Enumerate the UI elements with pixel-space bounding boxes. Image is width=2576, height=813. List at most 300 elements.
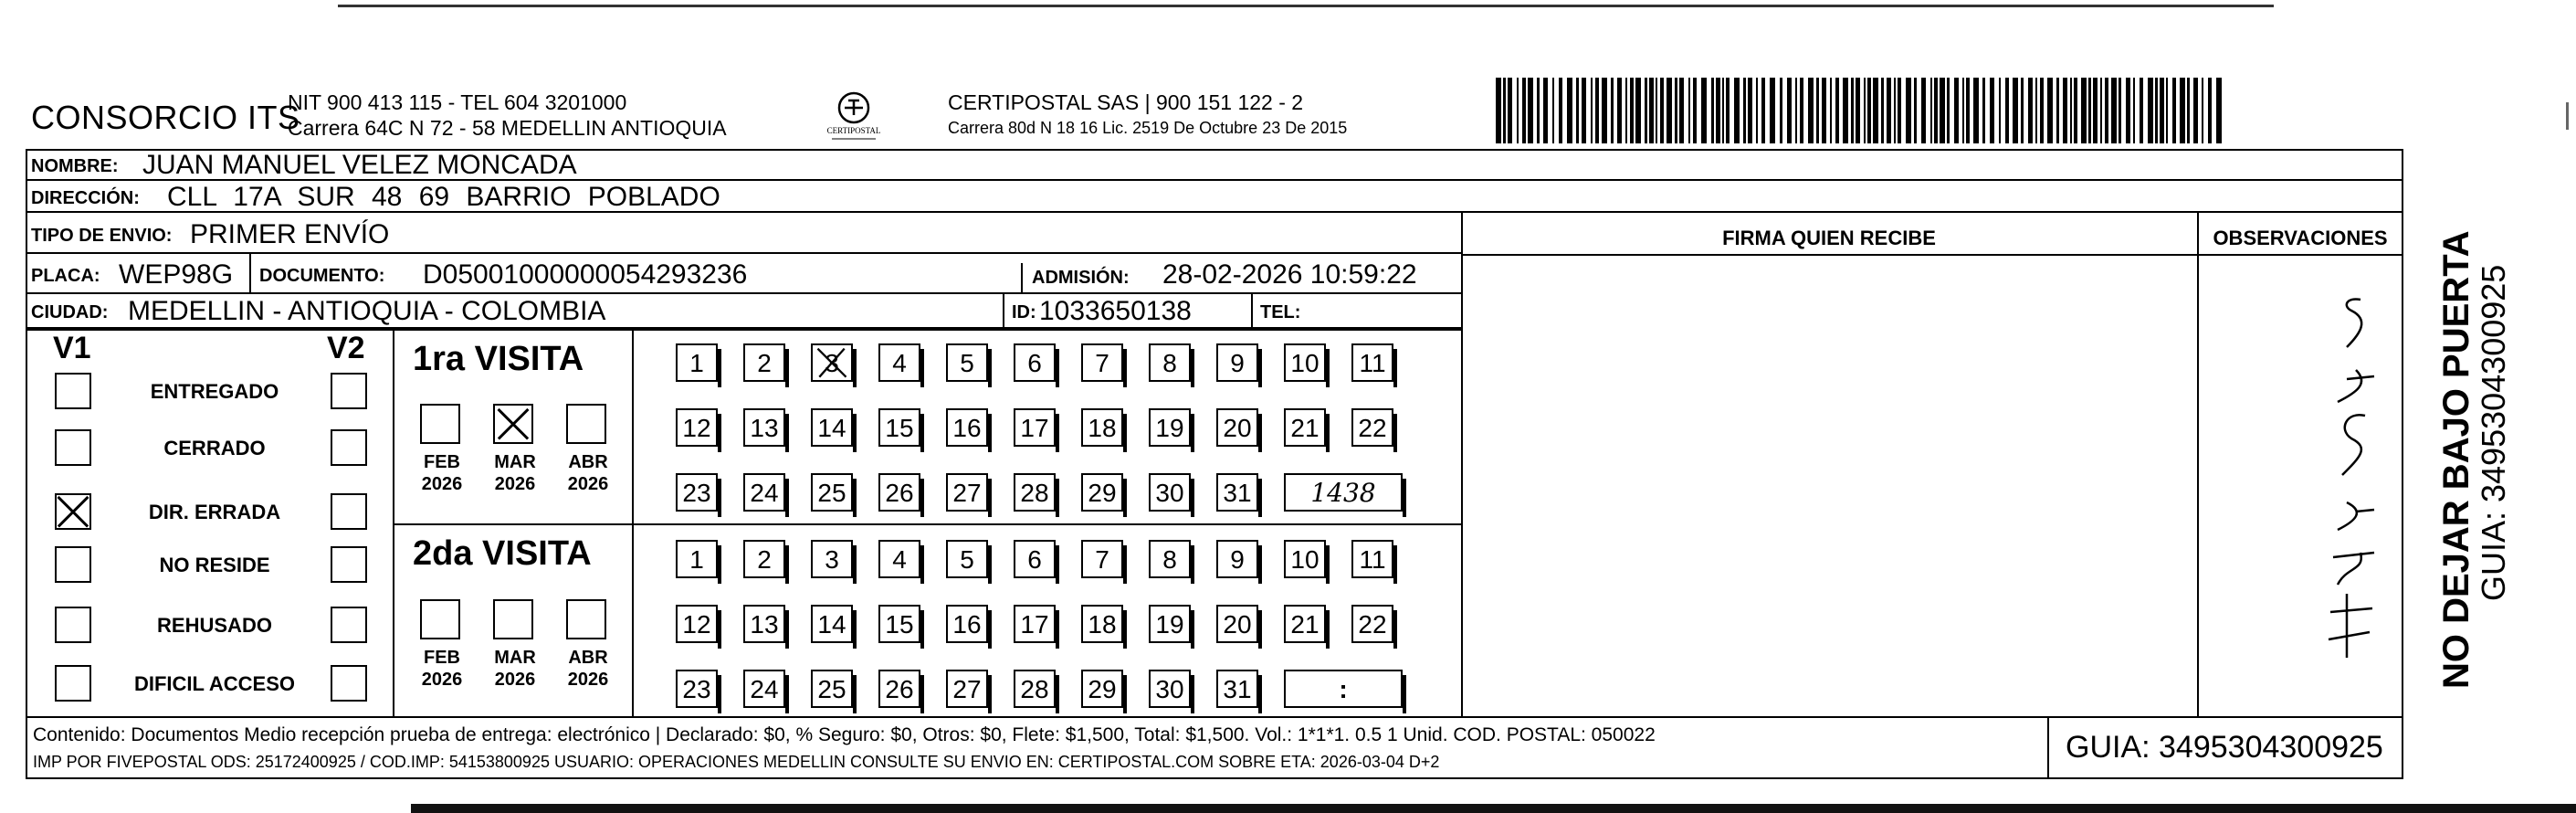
day-number: 6 [1027,349,1042,377]
day-box[interactable] [1284,605,1326,643]
day-number: 18 [1088,610,1117,639]
barcode-bar [1528,78,1533,143]
ciudad-value: MEDELLIN - ANTIOQUIA - COLOMBIA [128,296,606,326]
day-number: 6 [1027,545,1042,574]
v2-checkbox[interactable] [331,607,367,643]
day-box[interactable] [743,605,785,643]
handwritten-time: 1438 [1310,478,1376,508]
day-number: 31 [1223,675,1252,703]
day-box[interactable] [1351,343,1393,382]
day-box[interactable] [743,408,785,447]
barcode-bar [1582,78,1586,143]
status-label: ENTREGADO [150,380,279,403]
address-line: Carrera 64C N 72 - 58 MEDELLIN ANTIOQUIA [288,116,727,140]
day-number: 4 [892,545,907,574]
barcode-bar [1726,78,1730,143]
day-number: 19 [1155,414,1184,442]
day-number: 21 [1290,414,1320,442]
barcode-bar [1559,78,1562,143]
day-box[interactable] [1014,605,1056,643]
tel-label: TEL: [1260,302,1301,322]
day-box[interactable] [1216,670,1258,708]
visita-split-rule [393,523,1461,525]
day-mark-icon [813,345,851,380]
day-number: 19 [1155,610,1184,639]
barcode-bar [1722,78,1724,143]
day-number: 3 [825,349,839,377]
barcode-bar [1982,78,1985,143]
month-label [561,451,615,495]
barcode-bar [1688,78,1690,143]
barcode-bar [1503,78,1506,143]
day-box[interactable] [946,670,988,708]
barcode-bar [2155,78,2158,143]
barcode-bar [1679,78,1684,143]
day-box[interactable] [811,343,853,382]
nombre-label: NOMBRE: [31,156,119,176]
admision-label: ADMISIÓN: [1032,268,1130,288]
day-number: 12 [682,414,711,442]
day-box[interactable] [1014,408,1056,447]
barcode-bar [1921,78,1926,143]
barcode-bar [1508,78,1512,143]
day-number: 10 [1290,349,1320,377]
day-number: 2 [757,545,772,574]
barcode-bar [2111,78,2117,143]
day-box[interactable] [1351,605,1393,643]
day-box[interactable] [1014,540,1056,578]
day-box[interactable] [743,670,785,708]
day-number: 30 [1155,675,1184,703]
barcode-bar [2100,78,2102,143]
day-box[interactable] [1216,408,1258,447]
day-box[interactable] [1081,473,1123,512]
day-number: 29 [1088,675,1117,703]
day-number: 9 [1230,349,1245,377]
day-box[interactable] [811,408,853,447]
barcode-bar [1716,78,1720,143]
month-year: 2026 [421,670,463,690]
barcode-bar [1734,78,1740,143]
divider [249,254,251,294]
barcode-bar [2160,78,2164,143]
no-dejar-warning: NO DEJAR BAJO PUERTA [2436,230,2476,689]
barcode-bar [2035,78,2037,143]
day-number: 1 [689,349,704,377]
day-number: 13 [750,414,779,442]
day-box[interactable] [811,473,853,512]
day-box[interactable] [946,408,988,447]
day-box[interactable] [946,473,988,512]
barcode-bar [1576,78,1579,143]
barcode-bar [2056,78,2059,143]
barcode-bar [1602,78,1607,143]
barcode-bar [2216,78,2222,143]
day-number: 28 [1020,479,1049,507]
barcode-bar [1795,78,1797,143]
v2-checkbox[interactable] [331,546,367,583]
barcode-bar [2088,78,2091,143]
day-number: 15 [885,610,914,639]
day-number: 22 [1358,610,1387,639]
visita1-title: 1ra VISITA [413,340,584,378]
day-box[interactable] [878,670,920,708]
barcode-bar [1625,78,1627,143]
barcode-bar [1856,78,1860,143]
time-box[interactable] [1284,670,1403,708]
barcode-bar [2028,78,2033,143]
barcode-bar [1851,78,1854,143]
direccion-label: DIRECCIÓN: [31,188,140,208]
barcode-bar [1864,78,1866,143]
barcode-bar [1966,78,1970,143]
barcode-bar [1822,78,1826,143]
direccion-value: CLL 17A SUR 48 69 BARRIO POBLADO [167,182,720,212]
day-number: 4 [892,349,907,377]
day-box[interactable] [946,343,988,382]
barcode-bar [2126,78,2130,143]
day-box[interactable] [743,343,785,382]
edge-mark [2566,102,2569,130]
barcode-bar [1787,78,1792,143]
day-box[interactable] [811,605,853,643]
month-label [488,451,542,495]
day-box[interactable] [1284,408,1326,447]
barcode-bar [1761,78,1765,143]
month-checkbox[interactable] [566,404,606,444]
barcode-bar [1962,78,1964,143]
day-number: 10 [1290,545,1320,574]
day-box[interactable] [1149,670,1191,708]
day-number: 27 [952,675,982,703]
barcode-bar [1667,78,1672,143]
month-label [561,647,615,691]
v1-checkbox[interactable] [55,607,91,643]
footer-content: Contenido: Documentos Medio recepción prueba de entrega: electrónico | Declarado: $0, % Seguro: $0, Otros: $0, Flete: $1,500, Total: $1,500. Vol.: 1*1*1. 0.5 1 Unid. COD. POSTAL: 050022 [33,724,1656,745]
day-number: 14 [817,610,846,639]
barcode-bar [1645,78,1647,143]
col-divider-firma [1461,213,1463,716]
id-value: 1033650138 [1039,296,1192,326]
barcode-bar [1656,78,1657,143]
day-box[interactable] [878,605,920,643]
day-box[interactable] [878,473,920,512]
day-number: 17 [1020,414,1049,442]
barcode-bar [1835,78,1839,143]
firma-header: FIRMA QUIEN RECIBE [1722,227,1936,249]
status-label: DIR. ERRADA [148,501,281,523]
day-number: 16 [952,414,982,442]
day-number: 3 [825,545,839,574]
day-number: 18 [1088,414,1117,442]
status-label: NO RESIDE [159,554,270,576]
barcode-bar [2193,78,2198,143]
certipostal-logo-icon [826,88,881,146]
v2-checkbox[interactable] [331,373,367,409]
barcode-bar [1873,78,1878,143]
barcode-bar [2172,78,2176,143]
company-info [288,90,727,141]
day-box[interactable] [878,343,920,382]
handwritten-note [2319,292,2402,676]
day-number: 22 [1358,414,1387,442]
placa-label: PLACA: [31,266,100,286]
v1-checkbox[interactable] [55,373,91,409]
day-box[interactable] [676,605,718,643]
barcode-bar [2180,78,2185,143]
day-number: 14 [817,414,846,442]
month-name: MAR [494,648,536,668]
day-box[interactable] [1149,408,1191,447]
nombre-value: JUAN MANUEL VELEZ MONCADA [142,150,577,180]
barcode-bar [1898,78,1901,143]
day-number: 7 [1095,349,1109,377]
day-box[interactable] [1216,540,1258,578]
documento-value: D05001000000054293236 [423,259,748,290]
month-name: FEB [424,648,460,668]
v1-checkbox[interactable] [55,493,91,530]
row-placa [26,254,1461,294]
month-label [415,451,469,495]
barcode-bar [1816,78,1819,143]
day-box[interactable] [1081,605,1123,643]
day-number: 26 [885,675,914,703]
month-name: FEB [424,452,460,472]
day-box[interactable] [1014,670,1056,708]
placa-value: WEP98G [119,259,234,290]
visita2-title: 2da VISITA [413,534,592,573]
day-box[interactable] [1284,343,1326,382]
time-value: : [1339,675,1348,703]
v2-checkbox[interactable] [331,429,367,466]
tipo-value: PRIMER ENVÍO [190,219,390,249]
status-label: REHUSADO [157,614,272,637]
barcode-bar [2013,78,2018,143]
barcode-bar [1780,78,1782,143]
barcode-bar [1843,78,1848,143]
v2-header: V2 [327,331,365,365]
day-box[interactable] [946,605,988,643]
day-box[interactable] [811,540,853,578]
barcode-bar [2070,78,2072,143]
barcode-bar [1756,78,1758,143]
divider [1021,263,1023,294]
certipostal-nit: CERTIPOSTAL SAS | 900 151 122 - 2 [948,90,1304,114]
day-box[interactable] [676,408,718,447]
tipo-label: TIPO DE ENVIO: [31,226,173,246]
barcode-bar [1808,78,1814,143]
barcode-bar [1552,78,1554,143]
month-checkbox[interactable] [566,599,606,639]
v2-checkbox[interactable] [331,493,367,530]
day-number: 31 [1223,479,1252,507]
day-box[interactable] [1149,343,1191,382]
month-checkbox[interactable] [420,404,460,444]
barcode-bar [1930,78,1932,143]
day-number: 30 [1155,479,1184,507]
barcode-bar [2187,78,2190,143]
day-box[interactable] [878,408,920,447]
day-number: 5 [960,349,974,377]
v1-checkbox[interactable] [55,429,91,466]
day-box[interactable] [1081,343,1123,382]
day-box[interactable] [1149,473,1191,512]
month-name: MAR [494,452,536,472]
day-box[interactable] [1081,540,1123,578]
barcode-bar [2148,78,2153,143]
barcode-bar [1522,78,1526,143]
month-year: 2026 [421,474,463,494]
barcode-bar [2208,78,2212,143]
day-number: 20 [1223,610,1252,639]
barcode-bar [1649,78,1654,143]
v1-header: V1 [53,331,91,365]
month-year: 2026 [567,474,609,494]
month-label [415,647,469,691]
barcode-bar [2093,78,2098,143]
barcode-bar [1543,78,1548,143]
ciudad-label: CIUDAD: [31,302,109,322]
barcode-bar [2202,78,2203,143]
month-label [488,647,542,691]
day-number: 17 [1020,610,1049,639]
day-box[interactable] [1149,540,1191,578]
day-box[interactable] [1216,605,1258,643]
barcode-bar [1881,78,1884,143]
month-year: 2026 [567,670,609,690]
id-label: ID: [1012,302,1036,322]
divider [1003,294,1004,329]
month-checkbox[interactable] [493,404,533,444]
barcode-bar [1743,78,1746,143]
barcode-bar [1537,78,1540,143]
day-number: 27 [952,479,982,507]
month-checkbox[interactable] [420,599,460,639]
day-box[interactable] [1216,343,1258,382]
day-box[interactable] [676,343,718,382]
barcode-bar [1990,78,1994,143]
top-rule [338,5,2274,7]
day-box[interactable] [1014,473,1056,512]
day-box[interactable] [1284,540,1326,578]
day-number: 26 [885,479,914,507]
day-number: 15 [885,414,914,442]
barcode-bar [2040,78,2044,143]
day-number: 9 [1230,545,1245,574]
day-box[interactable] [878,540,920,578]
side-guia: GUIA: 3495304300925 [2475,264,2512,601]
time-box[interactable] [1284,473,1403,512]
barcode-bar [2021,78,2024,143]
day-box[interactable] [676,473,718,512]
day-number: 24 [750,675,779,703]
col-divider-obs [2197,213,2199,716]
month-year: 2026 [494,670,536,690]
status-top-rule [26,329,1461,331]
day-box[interactable] [1216,473,1258,512]
day-number: 12 [682,610,711,639]
documento-label: DOCUMENTO: [259,266,385,286]
day-box[interactable] [1081,670,1123,708]
barcode-bar [1630,78,1634,143]
logo-text: CERTIPOSTAL [826,126,881,135]
day-box[interactable] [743,473,785,512]
day-number: 1 [689,545,704,574]
barcode-bar [2140,78,2143,143]
day-number: 23 [682,479,711,507]
nit-line: NIT 900 413 115 - TEL 604 3201000 [288,90,627,114]
day-number: 2 [757,349,772,377]
barcode-bar [2133,78,2135,143]
day-number: 25 [817,675,846,703]
month-name: ABR [568,452,608,472]
day-number: 24 [750,479,779,507]
status-label: CERRADO [163,437,266,459]
day-number: 20 [1223,414,1252,442]
barcode-bar [2074,78,2077,143]
day-number: 21 [1290,610,1320,639]
barcode-bar [1867,78,1871,143]
guia-number: GUIA: 3495304300925 [2047,716,2403,779]
day-box[interactable] [1081,408,1123,447]
day-box[interactable] [1351,408,1393,447]
row-ciudad [26,294,1461,329]
barcode-bar [1800,78,1803,143]
barcode-bar [1954,78,1959,143]
footer-print-info: IMP POR FIVEPOSTAL ODS: 25172400925 / COD.IMP: 54153800925 USUARIO: OPERACIONES MEDELLIN CONSULTE SU ENVIO EN: CERTIPOSTAL.COM SOBRE ETA: 2026-03-04 D+2 [33,753,1440,771]
barcode-bar [1595,78,1599,143]
day-box[interactable] [676,540,718,578]
month-checkbox[interactable] [493,599,533,639]
certipostal-info [948,90,1347,141]
day-box[interactable] [743,540,785,578]
barcode-bar [1770,78,1775,143]
brand-name: CONSORCIO ITS [31,99,300,136]
barcode-bar [2047,78,2053,143]
day-box[interactable] [1014,343,1056,382]
day-box[interactable] [1351,540,1393,578]
barcode-bar [1940,78,1945,143]
day-box[interactable] [676,670,718,708]
day-number: 25 [817,479,846,507]
v1-checkbox[interactable] [55,665,91,702]
barcode-bar [1894,78,1896,143]
day-number: 11 [1359,349,1386,377]
row-tipo [26,213,1461,254]
month-name: ABR [568,648,608,668]
month-year: 2026 [494,474,536,494]
divider [1251,294,1253,329]
day-box[interactable] [946,540,988,578]
v1-checkbox[interactable] [55,546,91,583]
barcode-bar [2005,78,2009,143]
barcode-bar [1517,78,1519,143]
barcode-bar [2063,78,2067,143]
observaciones-header: OBSERVACIONES [2213,227,2388,249]
barcode-bar [1999,78,2001,143]
barcode-bar [2166,78,2168,143]
day-box[interactable] [1149,605,1191,643]
barcode-bar [1701,78,1707,143]
barcode-bar [1711,78,1714,143]
v2-checkbox[interactable] [331,665,367,702]
barcode-bar [2081,78,2087,143]
barcode-bar [1567,78,1572,143]
day-number: 8 [1162,349,1177,377]
barcode-bar [1887,78,1891,143]
day-box[interactable] [811,670,853,708]
barcode-bar [1496,78,1501,143]
